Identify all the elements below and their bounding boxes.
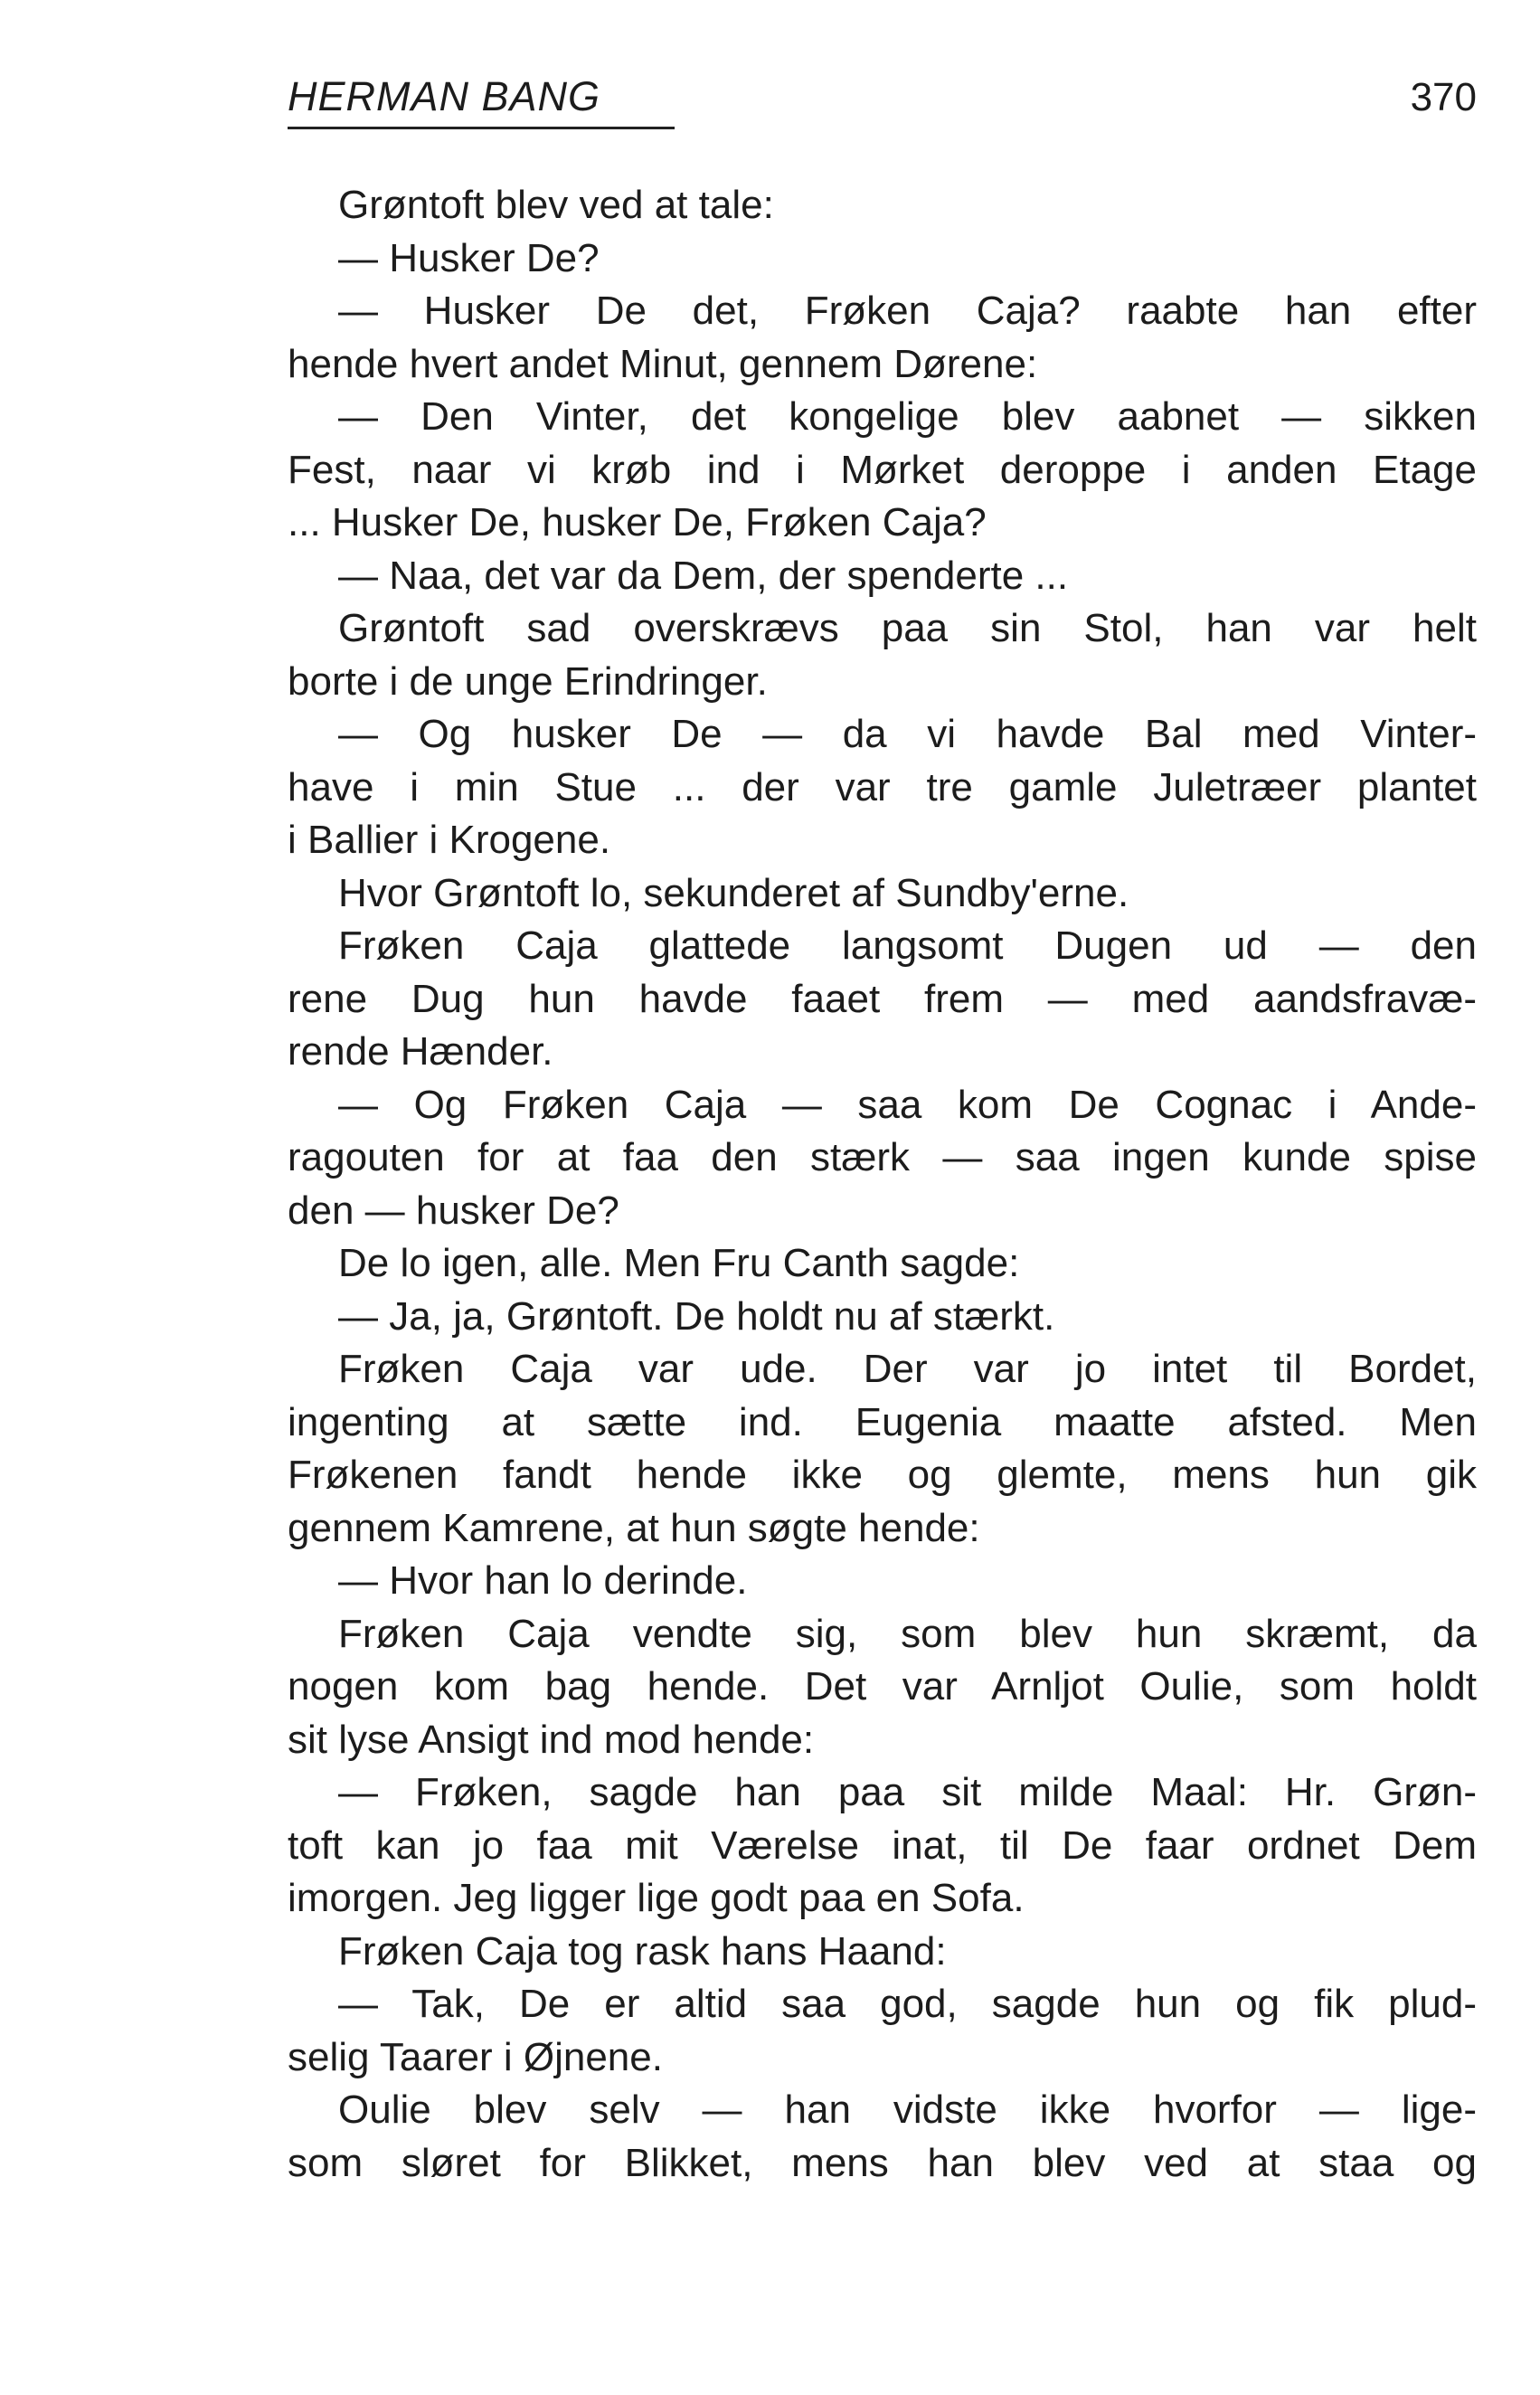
header-underline xyxy=(288,127,675,129)
text-line: imorgen. Jeg ligger lige godt paa en Sofa. xyxy=(288,1876,1025,1920)
text-line: toft kan jo faa mit Værelse inat, til De faar ordnet Dem xyxy=(288,1822,1477,1868)
text-line: Frøken Caja glattede langsomt Dugen ud — den xyxy=(338,923,1477,968)
text-line: Grøntoft sad overskrævs paa sin Stol, han var helt xyxy=(338,606,1477,650)
text-line: — Tak, De er altid saa god, sagde hun og fik plud- xyxy=(338,1982,1477,2026)
text-line: som sløret for Blikket, mens han blev ved at staa og xyxy=(288,2140,1477,2185)
text-line: De lo igen, alle. Men Fru Canth sagde: xyxy=(338,1241,1020,1285)
text-line: Frøken Caja vendte sig, som blev hun skræmt, da xyxy=(338,1611,1477,1656)
running-header-author: HERMAN BANG xyxy=(288,73,601,119)
text-line: Hvor Grøntoft lo, sekunderet af Sundby'erne. xyxy=(338,870,1129,915)
running-header xyxy=(288,72,1477,136)
text-line: i Ballier i Krogene. xyxy=(288,818,611,862)
text-line: — Hvor han lo derinde. xyxy=(338,1558,748,1603)
text-line: — Den Vinter, det kongelige blev aabnet — sikken xyxy=(338,394,1477,439)
text-line: ... Husker De, husker De, Frøken Caja? xyxy=(288,500,987,544)
page-number: 370 xyxy=(1410,75,1477,119)
text-line: ingenting at sætte ind. Eugenia maatte afsted. Men xyxy=(288,1399,1477,1444)
text-line: gennem Kamrene, at hun søgte hende: xyxy=(288,1505,980,1550)
text-line: Oulie blev selv — han vidste ikke hvorfor — lige- xyxy=(338,2087,1477,2132)
text-line: have i min Stue ... der var tre gamle Juletræer plantet xyxy=(288,764,1477,809)
text-line: — Naa, det var da Dem, der spenderte ... xyxy=(338,553,1069,598)
text-line: Frøkenen fandt hende ikke og glemte, mens hun gik xyxy=(288,1453,1477,1497)
text-line: selig Taarer i Øjnene. xyxy=(288,2034,663,2079)
body-text xyxy=(288,179,1477,2190)
text-line: Frøken Caja var ude. Der var jo intet til Bordet, xyxy=(338,1347,1477,1391)
text-line: — Frøken, sagde han paa sit milde Maal: Hr. Grøn- xyxy=(338,1770,1477,1814)
text-line: ragouten for at faa den stærk — saa ingen kunde spise xyxy=(288,1135,1477,1179)
text-line: Frøken Caja tog rask hans Haand: xyxy=(338,1928,947,1974)
text-line: Grøntoft blev ved at tale: xyxy=(338,183,774,227)
text-line: den — husker De? xyxy=(288,1188,619,1233)
text-line: — Husker De? xyxy=(338,235,600,280)
text-line: hende hvert andet Minut, gennem Dørene: xyxy=(288,341,1038,386)
text-line: rene Dug hun havde faaet frem — med aandsfravæ- xyxy=(288,976,1477,1021)
text-line: borte i de unge Erindringer. xyxy=(288,658,768,704)
text-line: — Husker De det, Frøken Caja? raabte han efter xyxy=(338,289,1477,333)
text-line: nogen kom bag hende. Det var Arnljot Oulie, som holdt xyxy=(288,1664,1477,1709)
text-line: Fest, naar vi krøb ind i Mørket deroppe i anden Etage xyxy=(288,447,1477,492)
text-line: — Ja, ja, Grøntoft. De holdt nu af stærkt. xyxy=(338,1293,1055,1339)
text-line: — Og husker De — da vi havde Bal med Vinter- xyxy=(338,712,1477,756)
text-line: — Og Frøken Caja — saa kom De Cognac i Ande- xyxy=(338,1082,1477,1127)
text-line: rende Hænder. xyxy=(288,1029,553,1074)
text-line: sit lyse Ansigt ind mod hende: xyxy=(288,1717,815,1762)
